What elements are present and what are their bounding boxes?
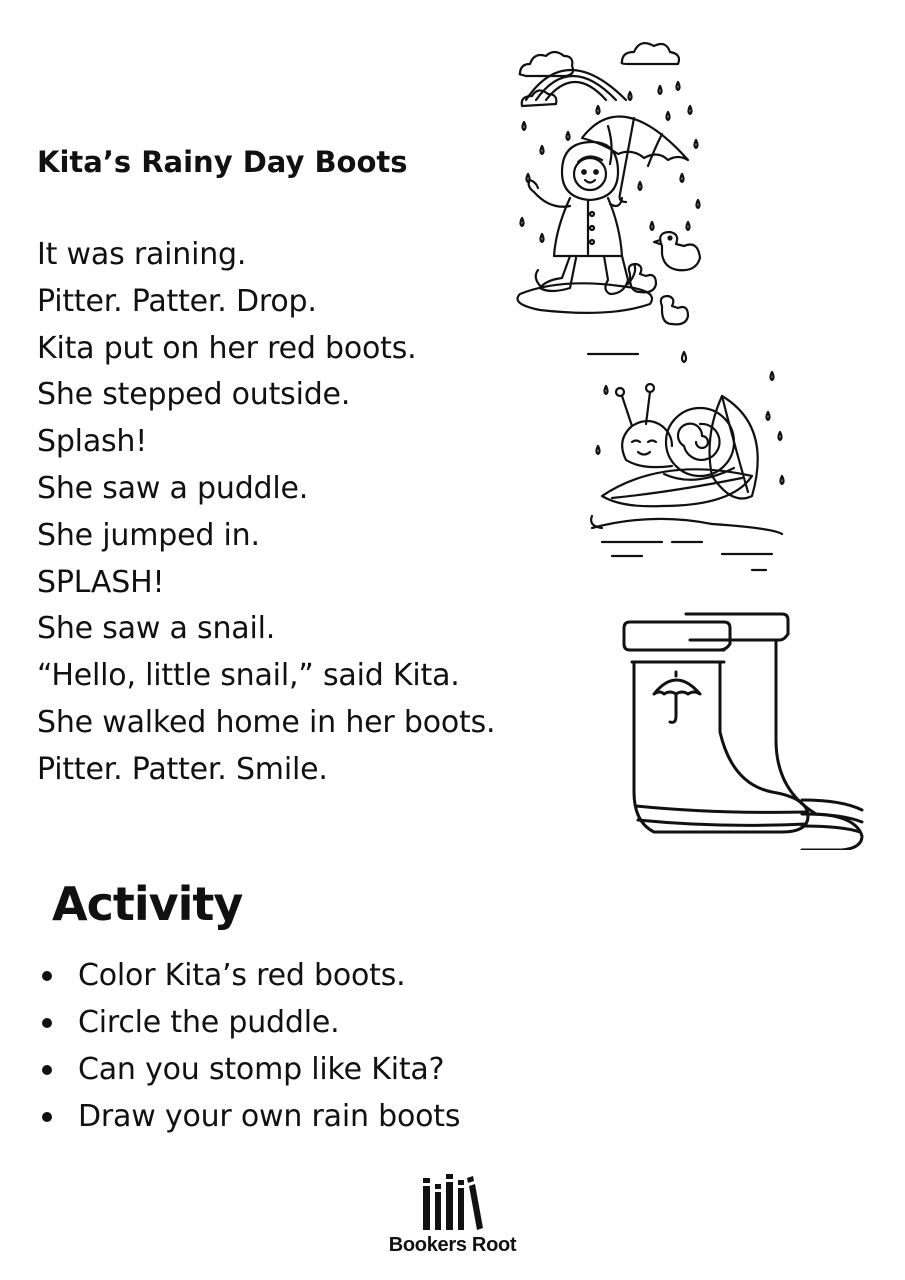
- story-line: Pitter. Patter. Smile.: [37, 751, 328, 787]
- activity-item: [36, 999, 460, 1046]
- girl-umbrella-illustration: [512, 22, 710, 334]
- bullet-icon: [42, 971, 52, 981]
- activity-heading: Activity: [52, 877, 243, 931]
- activity-item-text: Draw your own rain boots: [78, 1099, 461, 1134]
- activity-item: [36, 1093, 460, 1140]
- brand-name: Bookers Root: [388, 1234, 517, 1256]
- story-line: She saw a puddle.: [37, 470, 309, 506]
- story-title: Kita’s Rainy Day Boots: [37, 145, 408, 179]
- rain-boots-illustration: [616, 610, 874, 850]
- activity-item-text: Can you stomp like Kita?: [78, 1052, 445, 1087]
- story-line: Pitter. Patter. Drop.: [37, 283, 317, 319]
- activity-item-text: Color Kita’s red boots.: [78, 958, 406, 993]
- books-logo-icon: [421, 1172, 485, 1230]
- story-text: [37, 232, 495, 794]
- story-line: Kita put on her red boots.: [37, 330, 417, 366]
- story-line: She walked home in her boots.: [37, 704, 496, 740]
- story-line: It was raining.: [37, 237, 247, 272]
- bullet-icon: [42, 1112, 52, 1122]
- story-line: SPLASH!: [37, 564, 165, 600]
- activity-list: [36, 952, 460, 1140]
- story-line: Splash!: [37, 424, 148, 460]
- activity-item: [36, 952, 460, 999]
- story-line: She stepped outside.: [37, 377, 351, 413]
- story-line: “Hello, little snail,” said Kita.: [37, 658, 460, 694]
- bullet-icon: [42, 1018, 52, 1028]
- activity-item: [36, 1046, 460, 1093]
- story-line: She jumped in.: [37, 517, 260, 553]
- snail-on-leaf-illustration: [572, 346, 802, 586]
- story-line: She saw a snail.: [37, 611, 276, 647]
- activity-item-text: Circle the puddle.: [78, 1005, 340, 1040]
- bullet-icon: [42, 1065, 52, 1075]
- brand-logo: [370, 1172, 535, 1272]
